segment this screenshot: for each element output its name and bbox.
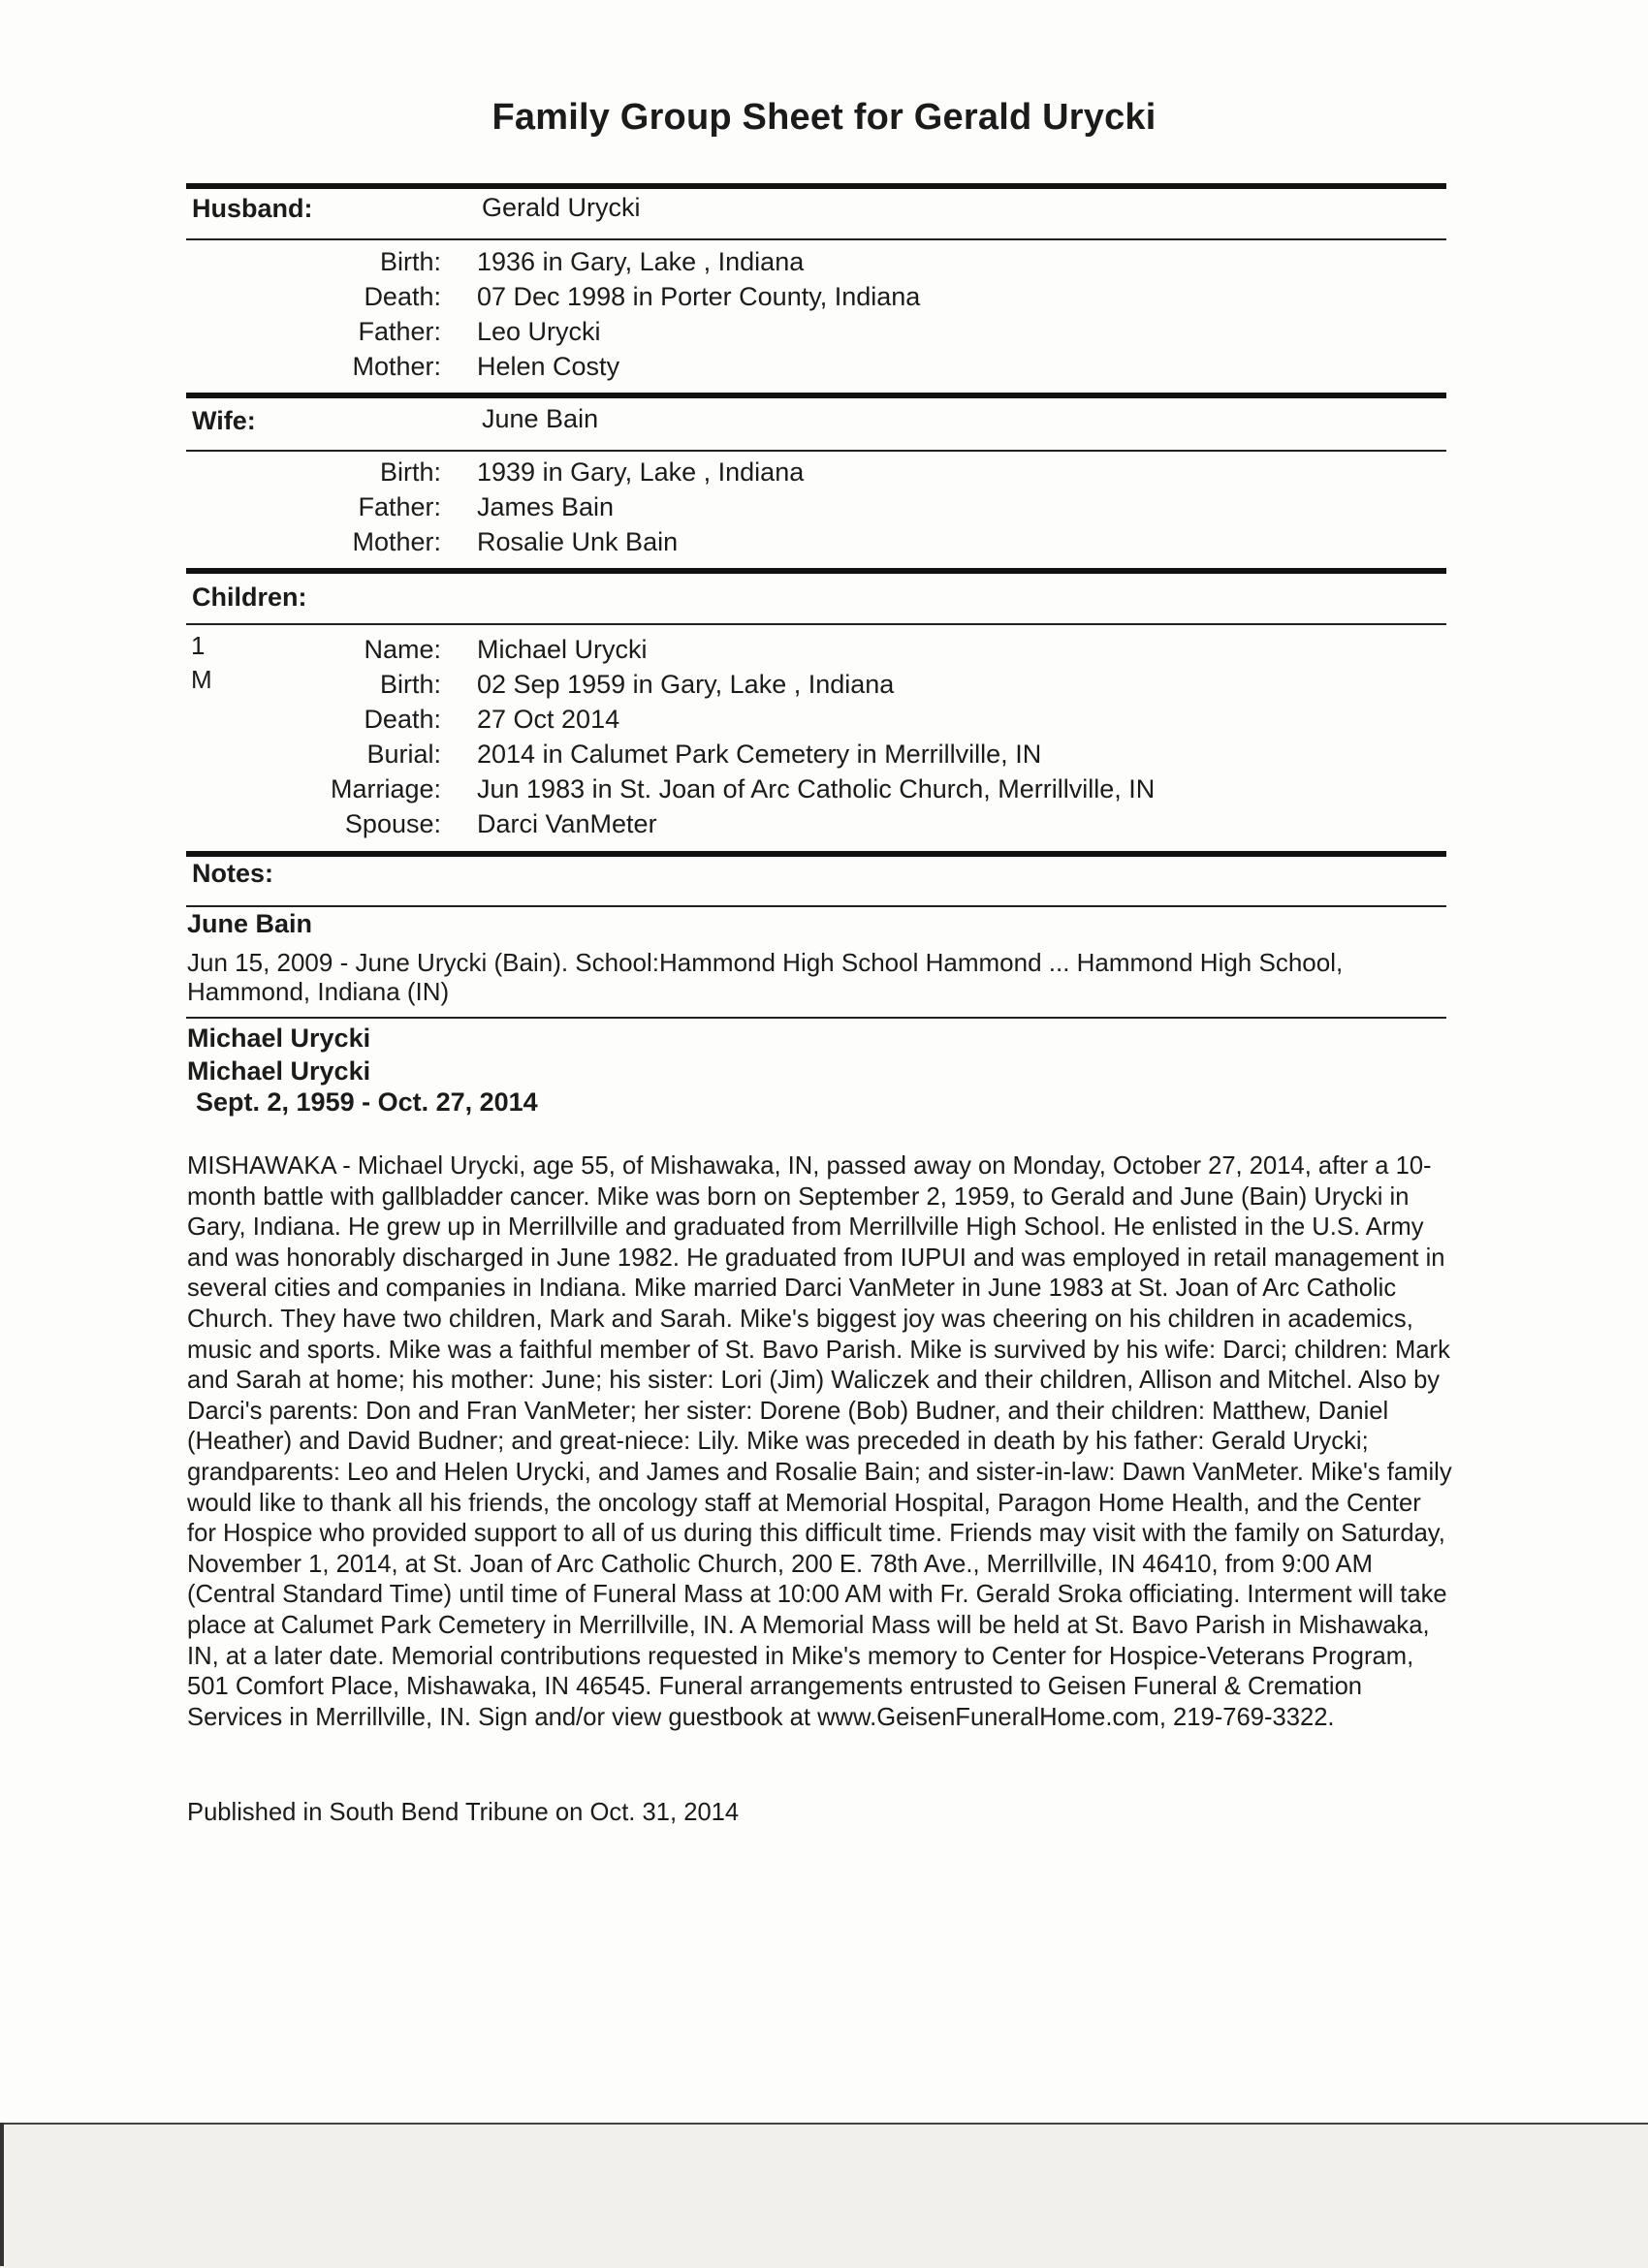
husband-name: Gerald Urycki [482,193,641,222]
wife-mother-value: Rosalie Unk Bain [477,527,679,556]
note-michael-heading: Michael Urycki [187,1056,371,1086]
child-spouse-value: Darci VanMeter [477,809,657,838]
page-title: Family Group Sheet for Gerald Urycki [491,97,1157,138]
child-name-value: Michael Urycki [477,635,648,664]
husband-death-label: Death: [364,282,441,311]
children-subrule [186,623,1446,625]
published-note: Published in South Bend Tribune on Oct. 31, 2014 [187,1799,740,1826]
child-marriage-value: Jun 1983 in St. Joan of Arc Catholic Church, Merrillville, IN [477,774,1156,803]
scan-edge-mark [0,2123,4,2266]
husband-birth-value: 1936 in Gary, Lake , Indiana [477,247,805,276]
husband-father-value: Leo Urycki [477,317,601,346]
husband-mother-label: Mother: [352,352,441,381]
wife-name: June Bain [482,404,599,433]
section-divider-children [186,568,1446,574]
child-number: 1 [191,631,206,660]
husband-mother-value: Helen Costy [477,352,620,381]
notes-subrule [186,905,1446,907]
children-label: Children: [192,583,307,612]
wife-mother-label: Mother: [352,527,441,556]
section-divider-notes [186,851,1446,857]
wife-subrule [186,450,1446,452]
note-michael-dates: Sept. 2, 1959 - Oct. 27, 2014 [196,1087,538,1117]
child-sex: M [191,665,212,694]
section-divider-wife [186,393,1446,398]
wife-father-label: Father: [358,492,441,521]
note-june-text: Jun 15, 2009 - June Urycki (Bain). School:Hammond High School Hammond ... Hammond High School, Hammond, Indiana (IN) [187,948,1344,1006]
child-death-label: Death: [364,705,441,734]
husband-subrule [186,238,1446,240]
child-birth-label: Birth: [379,670,441,699]
obituary-text: MISHAWAKA - Michael Urycki, age 55, of Mishawaka, IN, passed away on Monday, October 27, 2014, after a 10-month battle with gallbladder cancer. Mike was born on September 2, 1959, to Gerald and June (Bain) Urycki in Gary, Indiana. He grew up in Merrillville and graduated from Merrillville High School. He enlisted in the U.S. Army and was honorably discharged in June 1982. He graduated from IUPUI and was employed in retail management in several cities and companies in Indiana. Mike married Darci VanMeter in June 1983 at St. Joan of Arc Catholic Church. They have two children, Mark and Sarah. Mike's biggest joy was cheering on his children in academics, music and sports. Mike was a faithful member of St. Bavo Parish. Mike is survived by his wife: Darci; children: Mark and Sarah at home; his mother: June; his sister: Lori (Jim) Waliczek and their children, Allison and Mitchel. Also by Darci's parents: Don and Fran VanMeter; her sister: Dorene (Bob) Budner, and their children: Matthew, Daniel (Heather) and David Budner; and great-niece: Lily. Mike was preceded in death by his father: Gerald Urycki; grandparents: Leo and Helen Urycki, and James and Rosalie Bain; and sister-in-law: Dawn VanMeter. Mike's family would like to thank all his friends, the oncology staff at Memorial Hospital, Paragon Home Health, and the Center for Hospice who provided support to all of us during this difficult time. Friends may visit with the family on Saturday, November 1, 2014, at St. Joan of Arc Catholic Church, 200 E. 78th Ave., Merrillville, IN 46410, from 9:00 AM (Central Standard Time) until time of Funeral Mass at 10:00 AM with Fr. Gerald Sroka officiating. Interment will take place at Calumet Park Cemetery in Merrillville, IN. A Memorial Mass will be held at St. Bavo Parish in Mishawaka, IN, at a later date. Memorial contributions requested in Mike's memory to Center for Hospice-Veterans Program, 501 Comfort Place, Mishawaka, IN 46545. Funeral arrangements entrusted to Geisen Funeral & Cremation Services in Merrillville, IN. Sign and/or view guestbook at www.GeisenFuneralHome.com, 219-769-3322. [187,1152,1452,1731]
husband-father-label: Father: [358,317,441,346]
husband-death-value: 07 Dec 1998 in Porter County, Indiana [477,282,921,311]
notes-label: Notes: [192,859,274,888]
wife-label: Wife: [192,406,256,435]
husband-label: Husband: [192,194,313,223]
wife-birth-label: Birth: [379,457,441,487]
child-spouse-label: Spouse: [344,809,441,838]
child-birth-value: 02 Sep 1959 in Gary, Lake , Indiana [477,670,895,699]
child-marriage-label: Marriage: [330,774,441,803]
husband-birth-label: Birth: [379,247,441,276]
wife-father-value: James Bain [477,492,615,521]
child-burial-label: Burial: [366,740,441,769]
wife-birth-value: 1939 in Gary, Lake , Indiana [477,457,805,487]
scan-background-strip [0,2123,1648,2268]
note-june-name: June Bain [187,909,313,938]
section-divider-husband [186,183,1446,189]
child-death-value: 27 Oct 2014 [477,705,620,734]
child-name-label: Name: [364,635,441,664]
note-separator [186,1017,1446,1019]
note-michael-name: Michael Urycki [187,1024,371,1053]
child-burial-value: 2014 in Calumet Park Cemetery in Merrillville, IN [477,740,1042,769]
